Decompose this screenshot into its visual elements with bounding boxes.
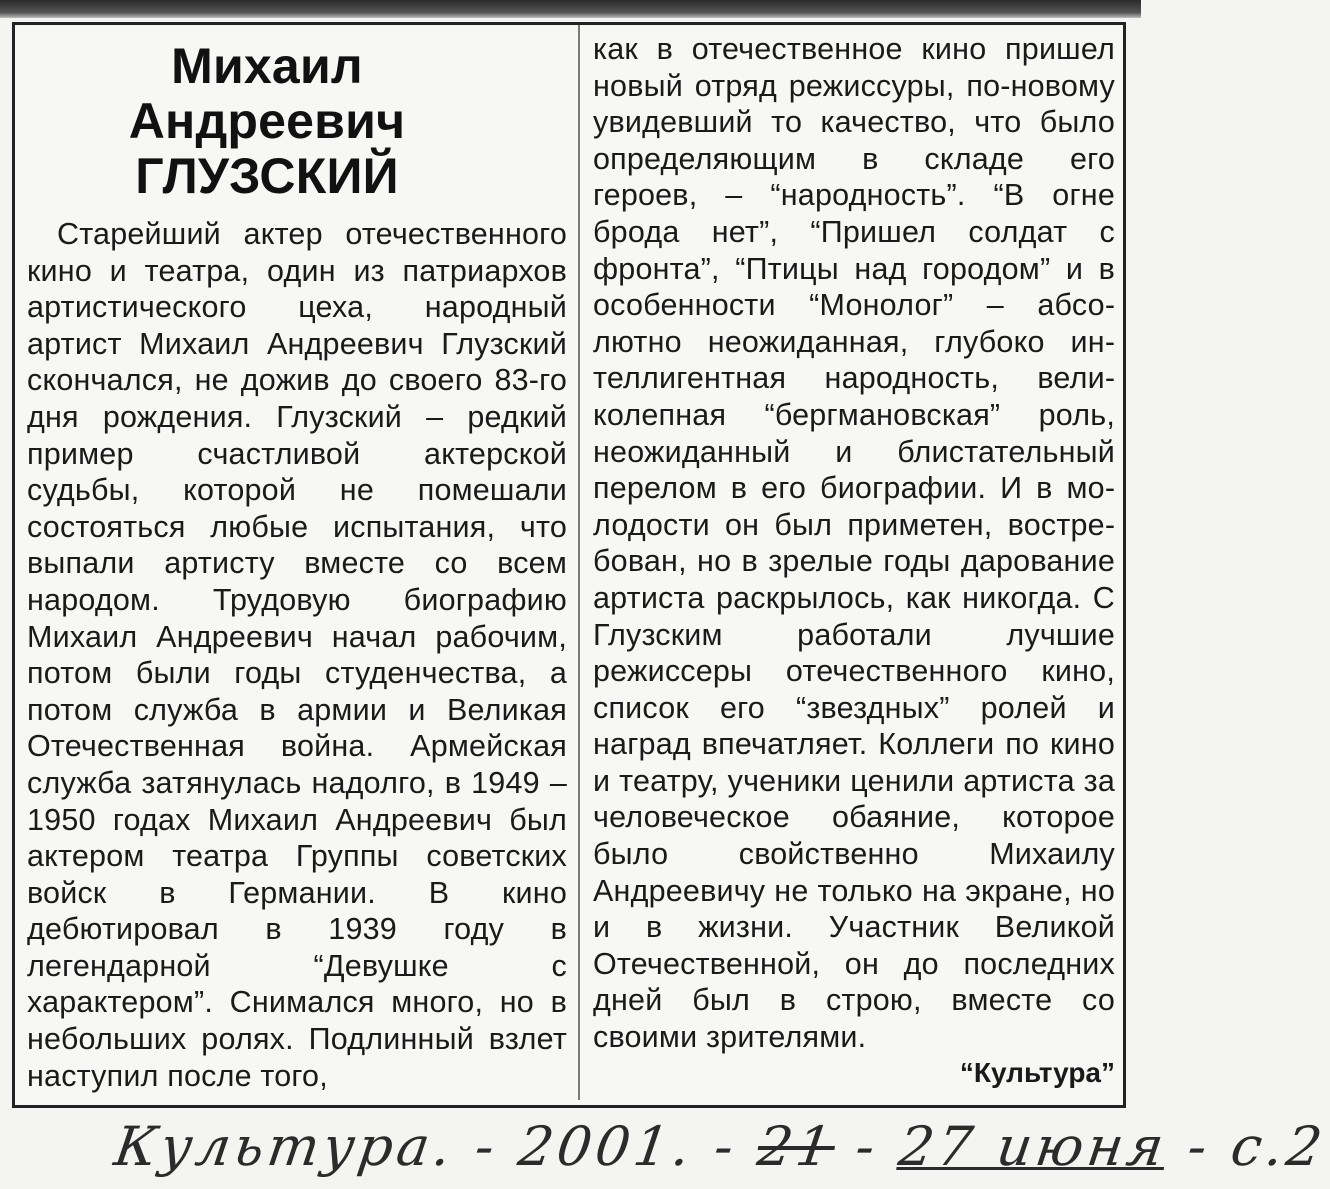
left-column-text: Старейший актер отечественного кино и театра, один из патриархов артистического цеха, народный артист Михаил Андреевич Глузский скончался, не дожив до своего 83-го дня рождения. Глузский – редкий пример счастливой актерской судьбы, которой не помешали состояться любые испытания, что выпали артисту вместе со всем народом. Трудовую биографию Михаил Андреевич начал рабочим, потом были годы студенчества, а потом служба в армии и Великая Отечественная война. Армейская служба затянулась надолго, в 1949 – 1950 годах Михаил Андреевич был актером театра Группы советских войск в Германии. В кино дебютировал в 1939 году в легендарной “Девушке с характером”. Снимался много, но в небольших ролях. Подлинный взлет наступил после того,	[27, 217, 567, 1093]
right-column	[593, 25, 1115, 1056]
left-column	[27, 25, 567, 1094]
handwritten-separator: -	[830, 1115, 904, 1178]
right-column-text: как в отечественное кино пришел новый отряд режиссуры, по-новому увидевший то качество, что было определяющим в складе его героев, – “народность”. “В огне брода нет”, “Пришел солдат с фронта”, “Птицы над городом” и в особенности “Монолог” – абсолютно неожиданная, глубоко интеллигентная народность, великолепная “бергмановская” роль, неожиданный и блистательный перелом в его биографии. И в молодости он был приметен, востребован, но в зрелые годы дарование артиста раскрылось, как никогда. С Глузским работали лучшие режиссеры отечественного кино, список его “звездных” ролей и наград впечатляет. Коллеги по кино и театру, ученики ценили артиста за человеческое обаяние, которое было свойственно Михаилу Андреевичу не только на экране, но и в жизни. Участник Великой Отечественной, он до последних дней был в строю, вместе со своими зрителями.	[593, 32, 1115, 1055]
handwritten-page: - с.2	[1162, 1115, 1330, 1178]
scan-top-edge	[0, 0, 1141, 18]
handwritten-date: 27 июня	[895, 1115, 1172, 1178]
headline-patronymic: Андреевич	[128, 93, 406, 149]
article-source: “Культура”	[959, 1057, 1115, 1088]
handwritten-citation	[110, 1112, 1330, 1182]
article-headline	[27, 39, 567, 204]
column-divider	[578, 25, 580, 1100]
newspaper-clipping	[12, 22, 1126, 1108]
handwritten-publication: Культура. - 2001. -	[110, 1115, 763, 1178]
headline-surname: ГЛУЗСКИЙ	[135, 148, 399, 204]
headline-first-name: Михаил	[171, 38, 363, 94]
handwritten-struck-number: 21	[753, 1115, 840, 1178]
